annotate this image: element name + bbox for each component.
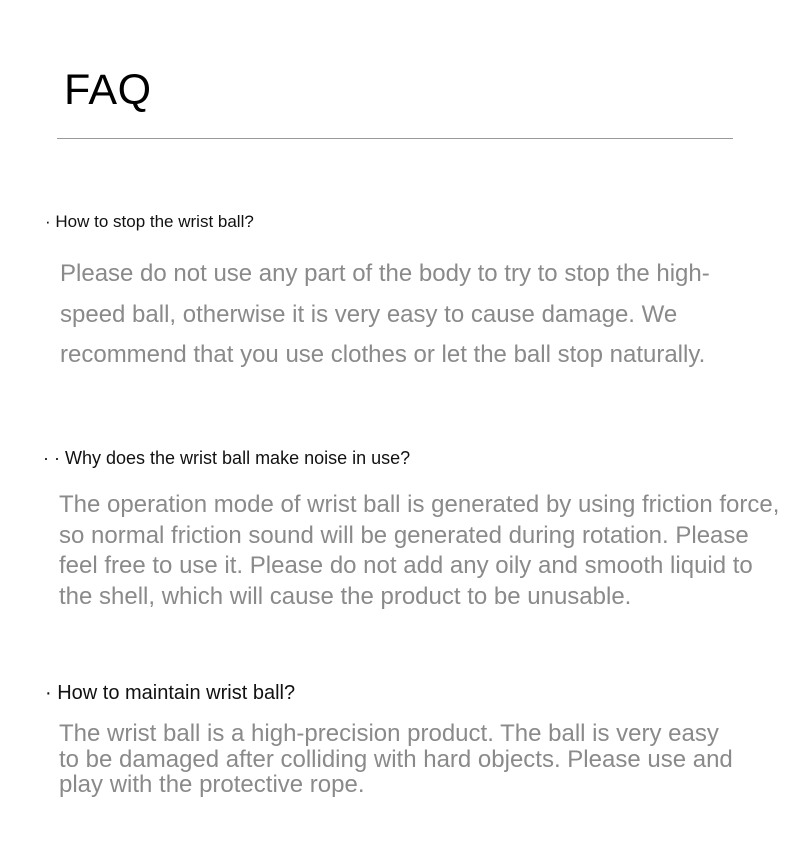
- faq-question: · · Why does the wrist ball make noise in use?: [43, 448, 411, 468]
- faq-answer: Please do not use any part of the body to try to stop the high-speed ball, otherwise it is very easy to cause damage. We recommend that you use clothes or let the ball stop naturally.: [60, 260, 710, 368]
- faq-question: · How to maintain wrist ball?: [45, 682, 296, 704]
- faq-answer: The operation mode of wrist ball is generated by using friction force, so normal friction sound will be generated during rotation. Please feel free to use it. Please do not add any oily and smooth liquid to the shell, which will cause the product to be unusable.: [59, 491, 780, 610]
- faq-answer: The wrist ball is a high-precision product. The ball is very easy to be damaged after colliding with hard objects. Please use and play with the protective rope.: [59, 720, 733, 798]
- title-divider: [57, 138, 733, 139]
- faq-question: · How to stop the wrist ball?: [45, 212, 254, 231]
- page-title: FAQ: [64, 66, 152, 114]
